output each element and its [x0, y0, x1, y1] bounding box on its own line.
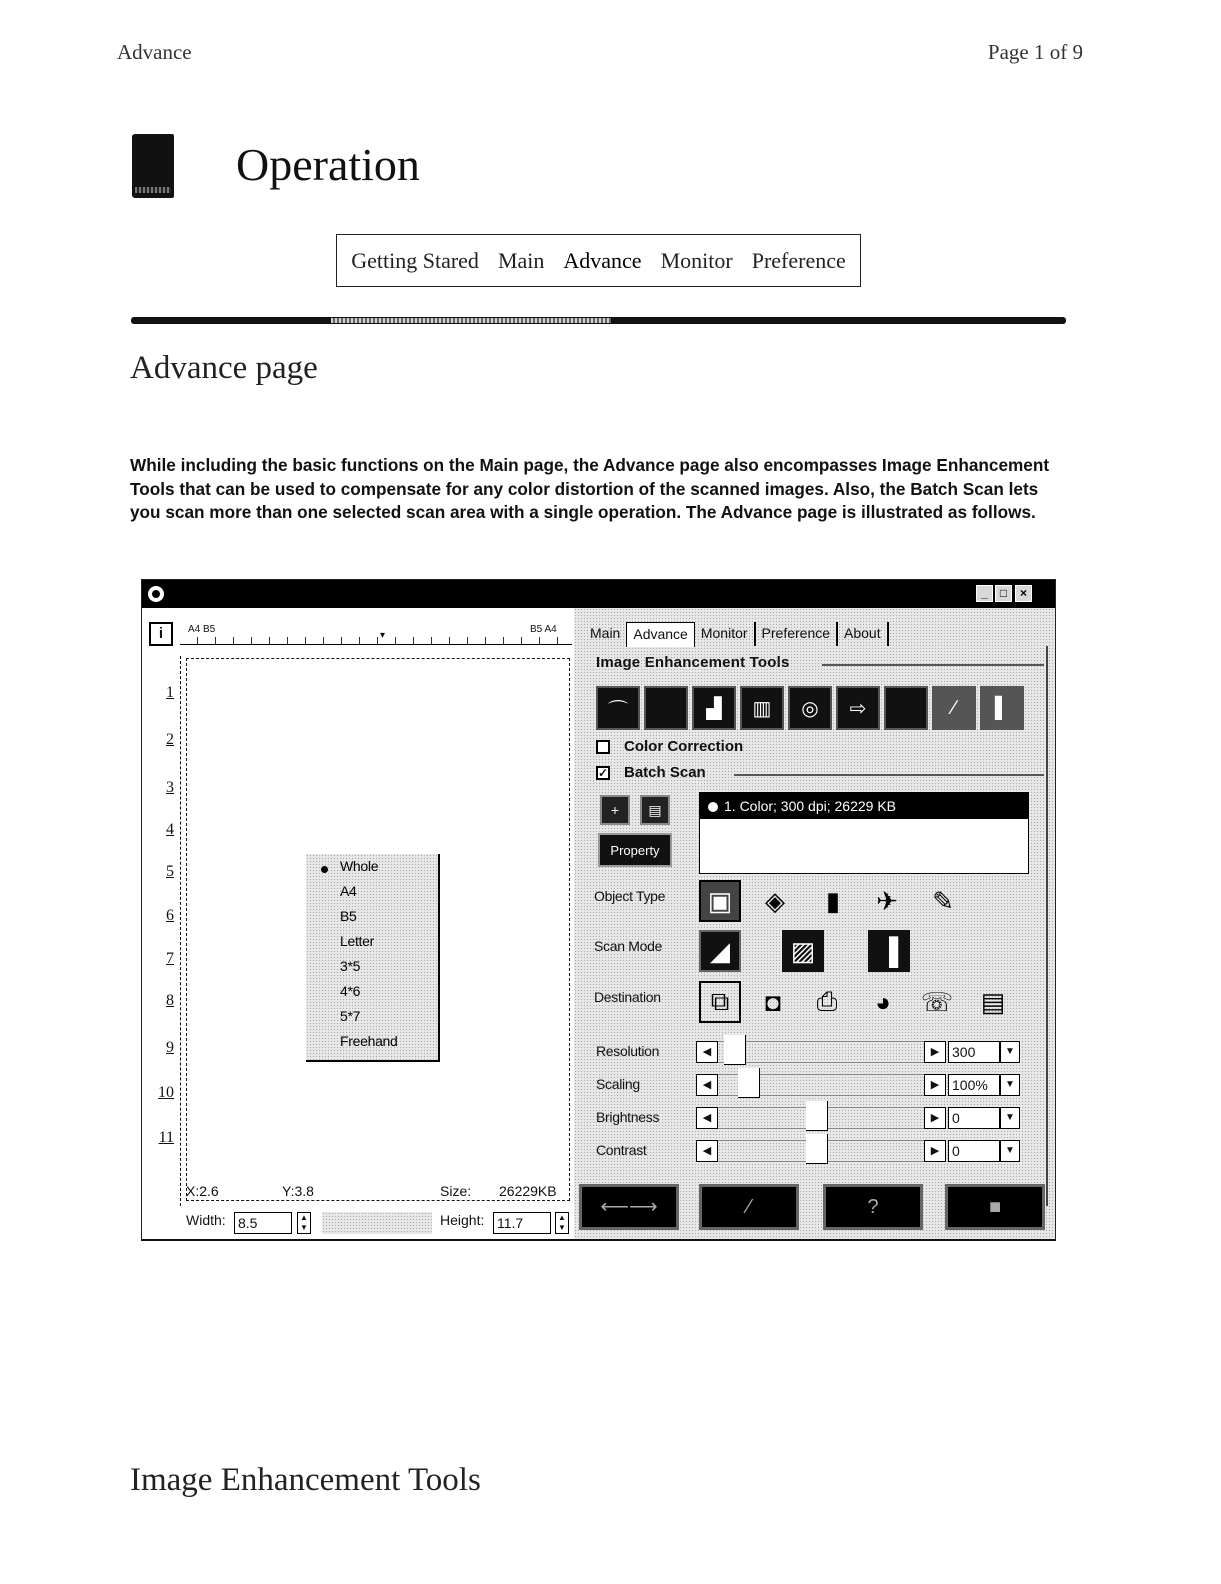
tool-icon[interactable] [644, 686, 688, 730]
flatbed-icon[interactable]: ▣ [699, 880, 741, 922]
horizontal-ruler [180, 622, 572, 645]
width-stepper[interactable]: ▲ ▼ [297, 1212, 311, 1234]
batch-list[interactable] [699, 792, 1029, 874]
scaling-right-arrow[interactable]: ▶ [924, 1074, 946, 1096]
fax-icon[interactable]: ☏ [920, 986, 954, 1017]
ruler-tick: 1 [166, 684, 174, 701]
scaling-thumb[interactable] [738, 1068, 760, 1098]
scaling-left-arrow[interactable]: ◀ [696, 1074, 718, 1096]
maximize-icon[interactable]: □ [995, 585, 1012, 602]
color-mode-icon[interactable]: ◢ [699, 930, 741, 972]
ruler-tick: 9 [166, 1039, 174, 1056]
nav-preference[interactable]: Preference [751, 247, 846, 273]
chart-icon[interactable]: ✎ [932, 885, 954, 916]
nav-main[interactable]: Main [497, 247, 545, 273]
scan-button[interactable]: ⁄ [699, 1184, 799, 1230]
ruler-tick: 2 [166, 731, 174, 748]
scaling-dropdown-icon[interactable]: ▼ [1000, 1074, 1020, 1096]
page-header-right: Page 1 of 9 [987, 40, 1083, 64]
scan-mode-label: Scan Mode [594, 938, 663, 954]
ocr-icon[interactable]: ◕ [875, 986, 891, 1017]
tab-main[interactable]: Main [590, 625, 621, 641]
brightness-label: Brightness [596, 1109, 660, 1125]
nav-getting-started[interactable]: Getting Stared [351, 247, 479, 273]
settings-pane [574, 608, 1055, 1241]
resolution-right-arrow[interactable]: ▶ [924, 1041, 946, 1063]
tab-about[interactable]: About [838, 622, 889, 646]
delete-scan-button[interactable]: ▤ [640, 795, 670, 825]
status-filler [322, 1212, 432, 1234]
ruler-tick: 8 [166, 992, 174, 1009]
x-coordinate: X:2.6 [186, 1183, 219, 1199]
tab-advance[interactable]: Advance [626, 622, 694, 647]
contrast-label: Contrast [596, 1142, 647, 1158]
destination-label: Destination [594, 989, 661, 1005]
ruler-tick: 5 [166, 863, 174, 880]
contrast-dropdown-icon[interactable]: ▼ [1000, 1140, 1020, 1162]
color-correction-label: Color Correction [624, 738, 744, 755]
file-destination-icon[interactable]: ⧉ [699, 981, 741, 1023]
size-value: 26229KB [499, 1183, 557, 1199]
nav-monitor[interactable]: Monitor [660, 247, 733, 273]
app-logo-icon [148, 586, 164, 602]
eraser-tool-icon: ▌ [980, 686, 1024, 730]
resolution-slider[interactable] [718, 1041, 924, 1063]
tool-icon-disabled [884, 686, 928, 730]
contrast-right-arrow[interactable]: ▶ [924, 1140, 946, 1162]
contrast-thumb[interactable] [806, 1134, 828, 1164]
brightness-thumb[interactable] [806, 1101, 828, 1131]
copy-destination-icon[interactable]: ◘ [765, 986, 781, 1017]
height-label: Height: [440, 1212, 485, 1228]
minimize-icon[interactable]: _ [976, 585, 993, 602]
resolution-dropdown-icon[interactable]: ▼ [1000, 1041, 1020, 1063]
add-scan-button[interactable]: + [600, 795, 630, 825]
tab-bar [584, 622, 889, 646]
batch-scan-label: Batch Scan [624, 764, 706, 781]
ruler-tick: 7 [166, 950, 174, 967]
y-coordinate: Y:3.8 [282, 1183, 314, 1199]
help-button[interactable]: ? [823, 1184, 923, 1230]
vertical-ruler [152, 656, 181, 1206]
clipboard-icon[interactable]: ▤ [980, 986, 1006, 1017]
histogram-tool-icon[interactable]: ▟ [692, 686, 736, 730]
printer-icon[interactable]: ⎙ [816, 986, 838, 1016]
levels-tool-icon[interactable]: ▥ [740, 686, 784, 730]
ruler-marker-icon: ▾ [380, 630, 386, 641]
scan-size-menu [306, 854, 440, 1062]
brightness-right-arrow[interactable]: ▶ [924, 1107, 946, 1129]
gray-mode-icon[interactable]: ▨ [782, 930, 824, 972]
batch-item-text: 1. Color; 300 dpi; 26229 KB [724, 798, 897, 814]
contrast-value-select[interactable]: 0 [948, 1140, 1000, 1162]
ruler-tick: 11 [158, 1129, 174, 1146]
resolution-left-arrow[interactable]: ◀ [696, 1041, 718, 1063]
ruler-label-right: B5 A4 [530, 624, 557, 635]
section-heading: Advance page [130, 350, 318, 386]
descreen-tool-icon[interactable]: ◎ [788, 686, 832, 730]
window-titlebar [142, 580, 1055, 608]
next-section-heading: Image Enhancement Tools [130, 1462, 481, 1498]
ruler-tick: 3 [166, 779, 174, 796]
brightness-dropdown-icon[interactable]: ▼ [1000, 1107, 1020, 1129]
page-header-left: Advance [117, 40, 192, 64]
bullet-icon [708, 802, 718, 812]
batch-scan-checkbox[interactable]: ✓ [598, 766, 609, 780]
tab-panel-border [1046, 646, 1048, 1206]
resolution-label: Resolution [596, 1043, 660, 1059]
nav-advance[interactable]: Advance [563, 247, 642, 273]
section-nav [336, 234, 861, 287]
curve-tool-icon[interactable]: ⌒ [596, 686, 640, 730]
ruler-tick: 6 [166, 907, 174, 924]
color-correction-checkbox[interactable] [596, 740, 610, 754]
selected-bullet-icon [321, 866, 328, 873]
menu-item-4x6[interactable]: 4*6 [340, 983, 361, 999]
menu-item-letter[interactable]: Letter [340, 933, 374, 949]
ruler-label-left: A4 B5 [188, 624, 216, 635]
resolution-thumb[interactable] [724, 1035, 746, 1065]
menu-item-freehand[interactable]: Freehand [340, 1033, 398, 1049]
tab-preference[interactable]: Preference [756, 622, 838, 646]
page-title: Operation [236, 139, 420, 190]
sharpen-tool-icon: ∕ [932, 686, 976, 730]
image-enhancement-title: Image Enhancement Tools [596, 654, 790, 671]
height-input[interactable]: 11.7 [493, 1212, 551, 1234]
group-line [734, 774, 1044, 776]
preview-button[interactable]: ⟵⟶ [579, 1184, 679, 1230]
object-type-label: Object Type [594, 888, 666, 904]
ruler-tick: 4 [166, 821, 174, 838]
film-icon[interactable]: ▮ [825, 885, 841, 916]
ruler-tick: 10 [158, 1084, 174, 1101]
bw-mode-icon[interactable]: ▐ [868, 930, 910, 972]
export-tool-icon[interactable]: ⇨ [836, 686, 880, 730]
height-stepper[interactable]: ▲ ▼ [555, 1212, 569, 1234]
menu-item-whole[interactable]: Whole [340, 858, 379, 874]
group-line [822, 664, 1044, 666]
brightness-value-select[interactable]: 0 [948, 1107, 1000, 1129]
preview-pane [142, 608, 574, 1241]
scaling-label: Scaling [596, 1076, 640, 1092]
menu-item-a4[interactable]: A4 [340, 883, 357, 899]
tab-monitor[interactable]: Monitor [695, 622, 756, 646]
menu-item-3x5[interactable]: 3*5 [340, 958, 361, 974]
property-button[interactable]: Property [598, 833, 672, 867]
divider [131, 317, 1066, 324]
exit-button[interactable]: ■ [945, 1184, 1045, 1230]
menu-item-b5[interactable]: B5 [340, 908, 357, 924]
batch-list-item[interactable] [700, 793, 1028, 819]
menu-item-5x7[interactable]: 5*7 [340, 1008, 361, 1024]
book-icon [132, 134, 174, 198]
width-input[interactable]: 8.5 [234, 1212, 292, 1234]
contrast-left-arrow[interactable]: ◀ [696, 1140, 718, 1162]
info-button[interactable]: i [149, 622, 173, 646]
scaling-value-select[interactable]: 100% [948, 1074, 1000, 1096]
photo-icon[interactable]: ✈ [876, 885, 898, 916]
close-icon[interactable]: × [1015, 585, 1032, 602]
size-label: Size: [440, 1183, 472, 1199]
document-icon[interactable]: ◈ [765, 885, 785, 916]
intro-paragraph: While including the basic functions on the Main page, the Advance page also encompasses Image Enhancement Tools that can be used to compensate for any color distortion of the scanned images. Also, the Batch Scan lets you scan more than one selected scan area with a single operation. The Advance page is illustrated as follows. [130, 455, 1050, 522]
brightness-left-arrow[interactable]: ◀ [696, 1107, 718, 1129]
scanner-screenshot [141, 579, 1056, 1241]
width-label: Width: [186, 1212, 226, 1228]
resolution-value-select[interactable]: 300 [948, 1041, 1000, 1063]
